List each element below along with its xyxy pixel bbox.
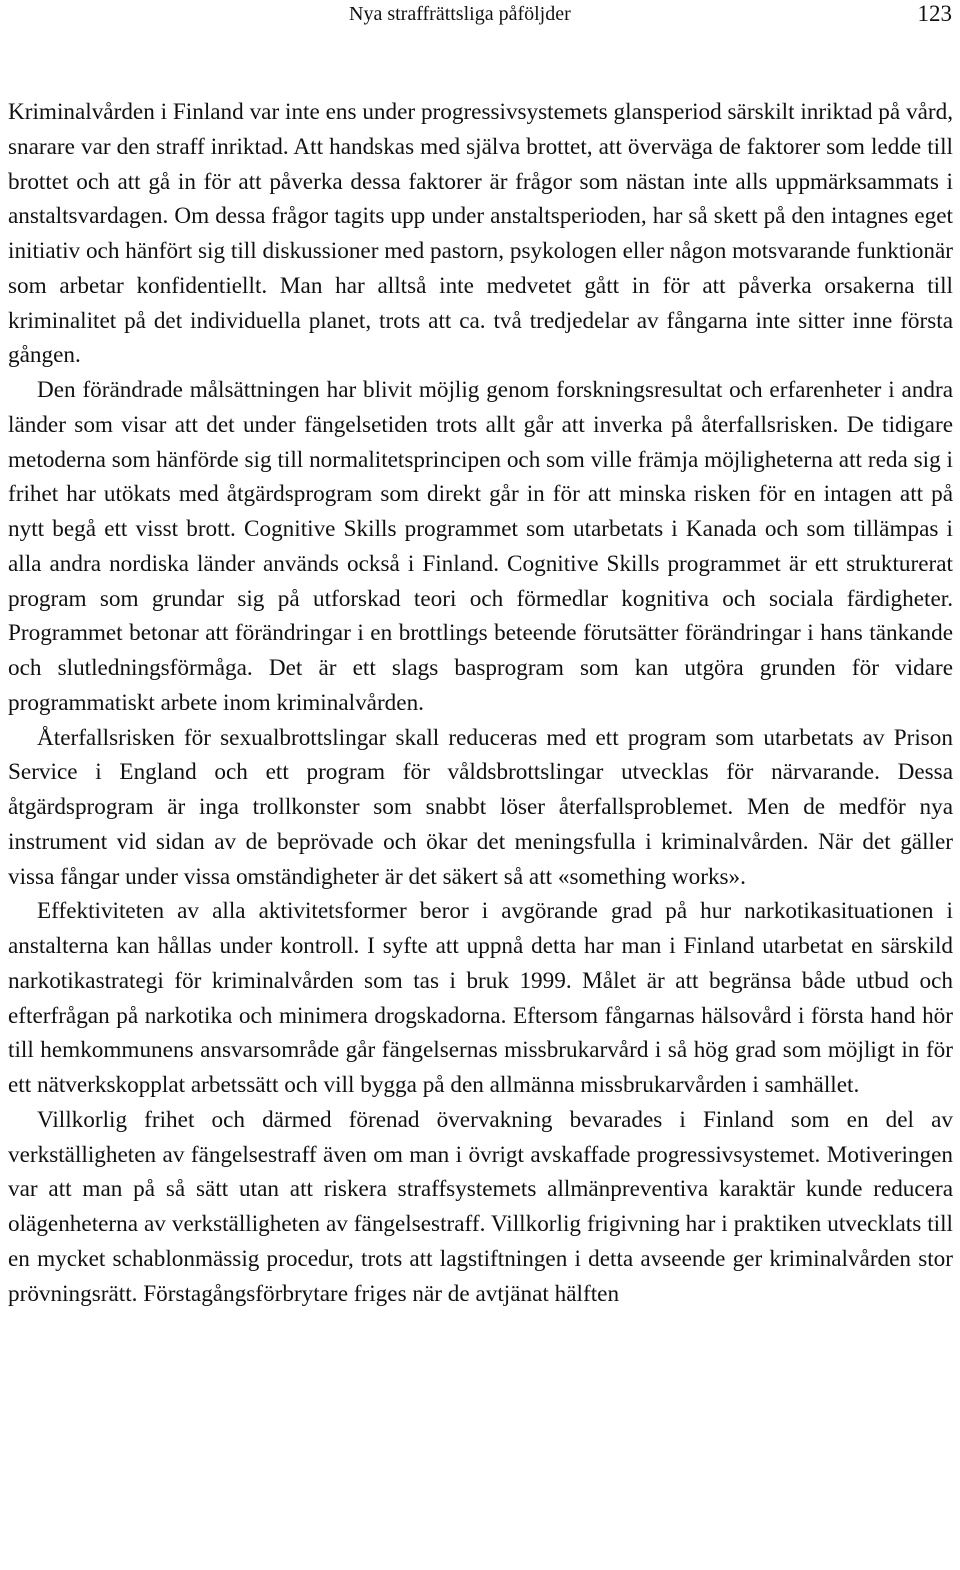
body-text: [8, 95, 953, 1311]
running-title: Nya straffrättsliga påföljder: [349, 3, 571, 25]
paragraph: Den förändrade målsättningen har blivit möjlig genom forskningsresultat och erfarenheter i andra länder som visar att det under fängelsetiden trots allt går att inverka på återfallsrisken. De tidigare metoderna som hänförde sig till normalitetsprincipen och som ville främja möjligheterna att reda sig i frihet har utökats med åtgärdsprogram som direkt går in för att minska risken för en intagen att på nytt begå ett visst brott. Cognitive Skills programmet som utarbetats i Kanada och som tillämpas i alla andra nordiska länder används också i Finland. Cognitive Skills programmet är ett strukturerat program som grundar sig på utforskad teori och förmedlar kognitiva och sociala färdigheter. Programmet betonar att förändringar i en brottlings beteende förutsätter förändringar i hans tänkande och slutledningsförmåga. Det är ett slags basprogram som kan utgöra grunden för vidare programmatiskt arbete inom kriminalvården.: [8, 377, 953, 716]
page-number: 123: [917, 1, 952, 26]
paragraph: Kriminalvården i Finland var inte ens under progressivsystemets glansperiod särskilt inriktad på vård, snarare var den straff inriktad. Att handskas med själva brottet, att överväga de faktorer som ledde till brottet och att gå in för att påverka dessa faktorer är frågor som nästan inte alls uppmärksammats i anstaltsvardagen. Om dessa frågor tagits upp under anstaltsperioden, har så skett på den intagnes eget initiativ och hänfört sig till diskussioner med pastorn, psykologen eller någon motsvarande funktionär som arbetar konfidentiellt. Man har alltså inte medvetet gått in för att påverka orsakerna till kriminalitet på det individuella planet, trots att ca. två tredjedelar av fångarna inte sitter inne första gången.: [8, 99, 953, 369]
paragraph: Effektiviteten av alla aktivitetsformer beror i avgörande grad på hur narkotikasituationen i anstalterna kan hållas under kontroll. I syfte att uppnå detta har man i Finland utarbetat en särskild narkotikastrategi för kriminalvården som tas i bruk 1999. Målet är att begränsa både utbud och efterfrågan på narkotika och minimera drogskadorna. Eftersom fångarnas hälsovård i första hand hör till hemkommunens ansvarsområde går fängelsernas missbrukarvård i så hög grad som möjligt in för ett nätverkskopplat arbetssätt och vill bygga på den allmänna missbrukarvården i samhället.: [8, 898, 953, 1098]
paragraph: Villkorlig frihet och därmed förenad övervakning bevarades i Finland som en del av verkställigheten av fängelsestraff även om man i övrigt avskaffade progressivsystemet. Motiveringen var att man på så sätt utan att riskera straffsystemets allmänpreventiva karaktär kunde reducera olägenheterna av verkställigheten av fängelsestraff. Villkorlig frigivning har i praktiken utvecklats till en mycket schablonmässig procedur, trots att lagstiftningen i detta avseende ger kriminalvården stor prövningsrätt. Förstagångsförbrytare friges när de avtjänat hälften: [8, 1106, 953, 1307]
paragraph: Återfallsrisken för sexualbrottslingar skall reduceras med ett program som utarbetats av Prison Service i England och ett program för våldsbrottslingar utvecklas för närvarande. Dessa åtgärdsprogram är inga trollkonster som snabbt löser återfallsproblemet. Men de medför nya instrument vid sidan av de beprövade och ökar det meningsfulla i kriminalvården. När det gäller vissa fångar under vissa omständigheter är det säkert så att «something works».: [8, 724, 953, 890]
page-header: [0, 0, 960, 40]
